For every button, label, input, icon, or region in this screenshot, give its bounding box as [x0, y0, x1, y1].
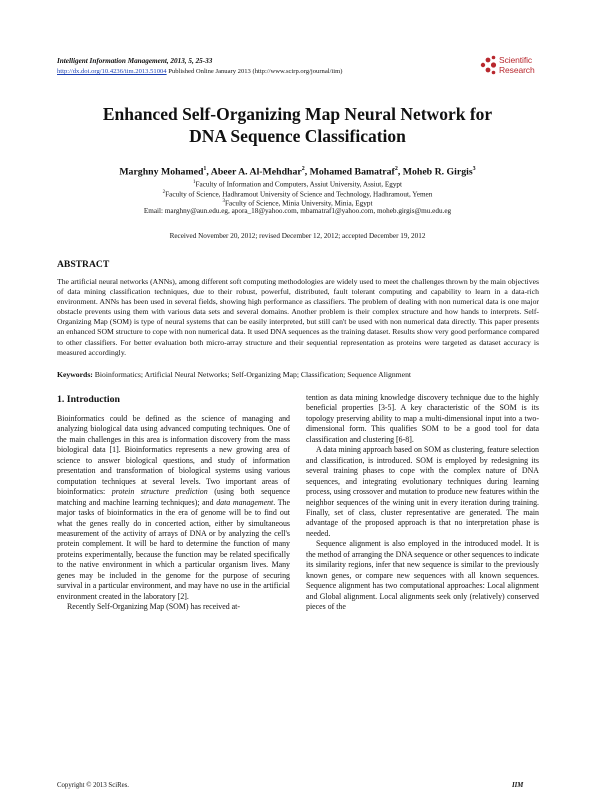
author-emails: Email: marghny@aun.edu.eg, apora_18@yahoo.com, mbamatraf1@yahoo.com, moheb.girgis@mu.edu.eg — [143, 207, 452, 215]
author: Mohamed Bamatraf — [309, 166, 395, 178]
logo-line-2: Research — [499, 65, 535, 75]
author: Moheb R. Girgis — [402, 166, 473, 178]
author: Abeer A. Al-Mehdhar — [210, 166, 302, 178]
title-line-2: DNA Sequence Classification — [189, 126, 406, 146]
right-paragraph-3: Sequence alignment is also employed in the introduced model. It is the method of arranging the DNA sequence or other sequences to indicate its similarity regions, infer that new sequence is similar to the previously known genes, or compare new sequences with all known sequences. Sequence alignment has two computational approaches: Local alignment and Global alignment. Local alignments seek only (relatively) conserved pieces of the — [306, 539, 539, 612]
doi-link[interactable]: http://dx.doi.org/10.4236/iim.2013.51004 — [57, 68, 167, 75]
right-paragraph-2: A data mining approach based on SOM as clustering, feature selection and classification, is introduced. SOM is employed by redesigning its several training phases to cope with the complex nature of DNA sequences, and integrating evolutionary techniques during learning process, using crossover and mutation to produce new features within the neighbor sequences of the wining unit in every iteration during training. Finally, set of class, cluster representative are generated. The main advantage of the proposed approach is that no interpretation phase is needed. — [306, 445, 539, 538]
keywords-label: Keywords: — [57, 370, 93, 379]
received-dates: Received November 20, 2012; revised December 12, 2012; accepted December 19, 2012 — [169, 232, 426, 240]
keywords — [57, 370, 539, 380]
logo-line-1: Scientific — [499, 55, 533, 65]
intro-paragraph-1: Bioinformatics could be defined as the science of managing and analyzing biological data using advanced computing techniques. One of the main challenges in this area is information discovery from the mass biological data [1]. Bioinformatics represents a new growing area of science to answer biological questions, and study of information presentation and transformation of biological systems using various computation techniques at several levels. Two important areas of bioinformatics: protein structure prediction (using both sequence matching and machine learning techniques); and data management. The major tasks of bioinformatics in the era of genome will be to find out what the genes really do in concerted action, either by simultaneous measurement of the activity of arrays of DNA or by analyzing the cell's protein complement. It will be hard to determine the function of many proteins experimentally, because the function may be related specifically to the native environment in which a particular organism lives. Many genes may be included in the genome for the purpose of securing survival in a particular environment, and may have no use in the artificial environment created in the laboratory [2]. — [57, 414, 291, 601]
affiliation-2: $^2$Faculty of Science, Hadhramout University of Science and Technology, Hadhramout, Yemen — [162, 189, 433, 198]
section-heading-introduction: 1. Introduction — [57, 394, 120, 405]
author-list: Marghny Mohamed$^1$, Abeer A. Al-Mehdhar$^2$, Mohamed Bamatraf$^2$, Moheb R. Girgis$^3$ — [119, 166, 476, 178]
abstract-text: The artificial neural networks (ANNs), among different soft computing methodologies are widely used to meet the challenges thrown by the main objectives of data mining classification techniques, due to their robust, powerful, distributed, fault tolerant computing and capability to learn in a data-rich environment. ANNs has been used in several fields, showing high performance as classifiers. The problem of dealing with non numerical data is one major obstacle prevents using them with various data sets and several domains. Another problem is their complex structure and how hands to interprets. Self-Organizing Map (SOM) is type of neural systems that can be easily interpreted, but still can't be used with non numerical data directly. This paper presents an enhanced SOM structure to cope with non numerical data. It used DNA sequences as the training dataset. Results show very good performance compared to other classifiers. For better evaluation both micro-array structure and their sequential representation as proteins were targeted as dataset accuracy is measured accordingly. — [57, 277, 539, 357]
copyright: Copyright © 2013 SciRes. — [57, 782, 130, 789]
title-line-1: Enhanced Self-Organizing Map Neural Network for — [102, 104, 493, 124]
journal-abbreviation: IIM — [512, 782, 524, 789]
affiliation-3: $^3$Faculty of Science, Minia University, Minia, Egypt — [222, 199, 373, 208]
abstract-heading: ABSTRACT — [57, 259, 110, 270]
author: Marghny Mohamed — [119, 166, 204, 178]
right-paragraph-1: tention as data mining knowledge discovery technique due to the highly beneficial properties [3-5]. A key characteristic of the SOM is its topology preserving ability to map a multi-dimensional input into a two-dimensional form. This qualifies SOM to be a good tool for data classification and clustering [6-8]. — [306, 393, 539, 444]
doi-line — [57, 68, 342, 75]
paper-title — [60, 103, 535, 147]
publisher-logo — [480, 54, 540, 78]
journal-citation: Intelligent Information Management, 2013, 5, 25-33 — [57, 57, 213, 65]
keywords-list: Bioinformatics; Artificial Neural Networks; Self-Organizing Map; Classification; Sequence Alignment — [92, 370, 412, 379]
intro-paragraph-2: Recently Self-Organizing Map (SOM) has received at- — [67, 602, 240, 612]
logo-dots-icon — [480, 55, 498, 75]
right-column — [306, 393, 539, 613]
affiliation-1: $^1$Faculty of Information and Computers, Assiut University, Assiut, Egypt — [192, 180, 403, 189]
left-column — [57, 414, 290, 613]
published-info: Published Online January 2013 (http://www.scirp.org/journal/iim) — [166, 68, 343, 75]
